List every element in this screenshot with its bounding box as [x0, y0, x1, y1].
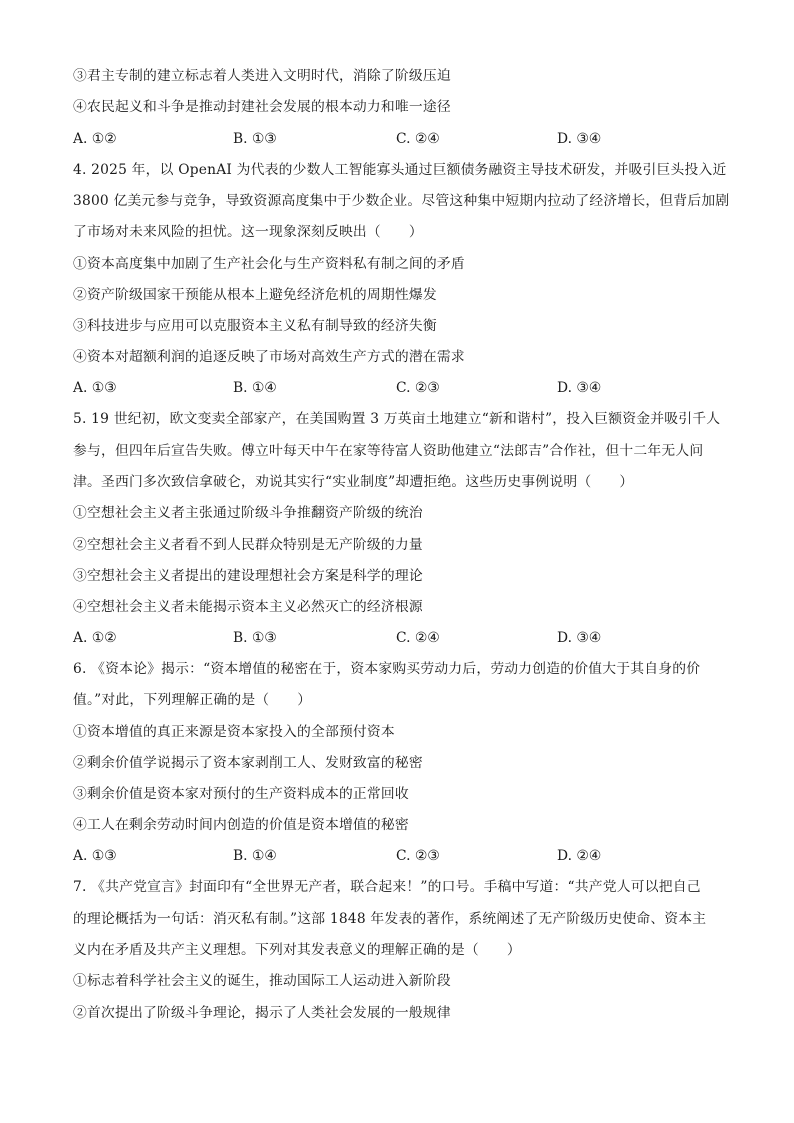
q4-stem-line-1: 4. 2025 年，以 OpenAI 为代表的少数人工智能寡头通过巨额债务融资主导技术研发，并吸引巨头投入近 — [73, 162, 727, 178]
q4-option-d: D. ③④ — [557, 380, 602, 396]
q5-stem-line-2: 参与，但四年后宣告失败。傅立叶每天中午在家等待富人资助他建立“法郎吉”合作社，但十二年无人问 — [73, 443, 704, 459]
q6-item-1: ①资本增值的真正来源是资本家投入的全部预付资本 — [73, 724, 395, 740]
q5-option-b: B. ①③ — [233, 630, 277, 646]
q7-stem-line-1: 7. 《共产党宣言》封面印有“全世界无产者，联合起来！”的口号。手稿中写道：“共产党人可以把自己 — [73, 879, 701, 895]
q3-option-b: B. ①③ — [233, 131, 277, 147]
q7-stem-line-2: 的理论概括为一句话：消灭私有制。”这部 1848 年发表的著作，系统阐述了无产阶级历史使命、资本主 — [73, 911, 707, 927]
q5-item-2: ②空想社会主义者看不到人民群众特别是无产阶级的力量 — [73, 537, 423, 553]
q4-option-a: A. ①③ — [73, 380, 117, 396]
q3-option-c: C. ②④ — [396, 131, 440, 147]
q4-option-b: B. ①④ — [233, 380, 277, 396]
q6-stem-line-1: 6. 《资本论》揭示：“资本增值的秘密在于，资本家购买劳动力后，劳动力创造的价值大于其自身的价 — [73, 661, 701, 677]
q3-option-a: A. ①② — [73, 131, 117, 147]
q4-stem-line-3: 了市场对未来风险的担忧。这一现象深刻反映出（ ） — [73, 224, 423, 240]
q4-item-1: ①资本高度集中加剧了生产社会化与生产资料私有制之间的矛盾 — [73, 256, 465, 272]
q5-option-d: D. ③④ — [557, 630, 602, 646]
q6-option-d: D. ②④ — [557, 848, 602, 864]
q5-item-4: ④空想社会主义者未能揭示资本主义必然灭亡的经济根源 — [73, 599, 423, 615]
q4-option-c: C. ②③ — [396, 380, 440, 396]
q5-stem-line-1: 5. 19 世纪初，欧文变卖全部家产，在美国购置 3 万英亩土地建立“新和谐村”，投入巨额资金并吸引千人 — [73, 411, 721, 427]
q5-item-1: ①空想社会主义者主张通过阶级斗争推翻资产阶级的统治 — [73, 505, 423, 521]
q5-option-a: A. ①② — [73, 630, 117, 646]
q6-item-2: ②剩余价值学说揭示了资本家剥削工人、发财致富的秘密 — [73, 755, 423, 771]
q3-item-3: ③君主专制的建立标志着人类进入文明时代，消除了阶级压迫 — [73, 68, 451, 84]
q6-item-3: ③剩余价值是资本家对预付的生产资料成本的正常回收 — [73, 786, 409, 802]
q5-stem-line-3: 津。圣西门多次致信拿破仑，劝说其实行“实业制度”却遭拒绝。这些历史事例说明（ ） — [73, 474, 634, 490]
q4-stem-line-2: 3800 亿美元参与竞争，导致资源高度集中于少数企业。尽管这种集中短期内拉动了经济增长，但背后加剧 — [73, 193, 730, 209]
q7-item-2: ②首次提出了阶级斗争理论，揭示了人类社会发展的一般规律 — [73, 1005, 451, 1021]
q6-stem-line-2: 值。”对此，下列理解正确的是（ ） — [73, 692, 312, 708]
q3-option-d: D. ③④ — [557, 131, 602, 147]
q6-option-b: B. ①④ — [233, 848, 277, 864]
q6-option-c: C. ②③ — [396, 848, 440, 864]
q3-item-4: ④农民起义和斗争是推动封建社会发展的根本动力和唯一途径 — [73, 99, 451, 115]
q7-stem-line-3: 义内在矛盾及共产主义理想。下列对其发表意义的理解正确的是（ ） — [73, 942, 521, 958]
q4-item-2: ②资产阶级国家干预能从根本上避免经济危机的周期性爆发 — [73, 287, 437, 303]
q5-item-3: ③空想社会主义者提出的建设理想社会方案是科学的理论 — [73, 568, 423, 584]
q4-item-4: ④资本对超额利润的追逐反映了市场对高效生产方式的潜在需求 — [73, 349, 465, 365]
q5-option-c: C. ②④ — [396, 630, 440, 646]
q6-option-a: A. ①③ — [73, 848, 117, 864]
q6-item-4: ④工人在剩余劳动时间内创造的价值是资本增值的秘密 — [73, 817, 409, 833]
q7-item-1: ①标志着科学社会主义的诞生，推动国际工人运动进入新阶段 — [73, 973, 451, 989]
q4-item-3: ③科技进步与应用可以克服资本主义私有制导致的经济失衡 — [73, 318, 437, 334]
